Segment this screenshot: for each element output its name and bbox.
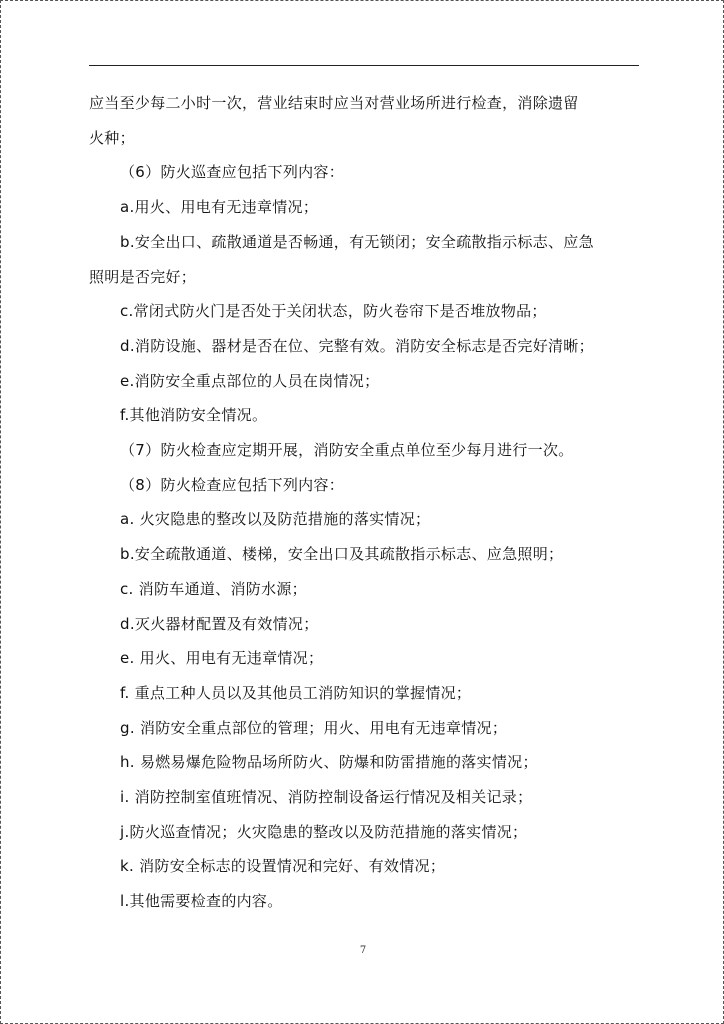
page-number: 7 <box>359 945 367 956</box>
list-item: k. 消防安全标志的设置情况和完好、有效情况； <box>120 857 446 876</box>
list-item: l.其他需要检查的内容。 <box>120 892 283 911</box>
text-line: 应当至少每二小时一次，营业结束时应当对营业场所进行检查，消除遗留 <box>89 94 579 112</box>
list-item: g. 消防安全重点部位的管理；用火、用电有无违章情况； <box>120 718 508 737</box>
section-heading: （8）防火检查应包括下列内容： <box>120 475 345 494</box>
document-body <box>89 86 644 919</box>
section-heading: （6）防火巡查应包括下列内容： <box>120 163 345 182</box>
list-item: e. 用火、用电有无违章情况； <box>120 649 324 668</box>
list-item: j.防火巡查情况；火灾隐患的整改以及防范措施的落实情况； <box>120 822 528 841</box>
list-item: a. 火灾隐患的整改以及防范措施的落实情况； <box>120 510 431 529</box>
list-item: b.安全疏散通道、楼梯，安全出口及其疏散指示标志、应急照明； <box>120 545 564 564</box>
text-line: 火种； <box>89 128 135 147</box>
list-item: a.用火、用电有无违章情况； <box>120 198 319 217</box>
list-item: d.消防设施、器材是否在位、完整有效。消防安全标志是否完好清晰； <box>120 336 594 355</box>
list-item: e.消防安全重点部位的人员在岗情况； <box>120 371 380 390</box>
list-item: f. 重点工种人员以及其他员工消防知识的掌握情况； <box>120 683 472 702</box>
list-item: h. 易燃易爆危险物品场所防火、防爆和防雷措施的落实情况； <box>120 753 538 772</box>
header-rule <box>89 65 639 66</box>
list-item: d.灭火器材配置及有效情况； <box>120 614 319 633</box>
list-item: b.安全出口、疏散通道是否畅通，有无锁闭；安全疏散指示标志、应急 <box>120 232 594 251</box>
list-item: c.常闭式防火门是否处于关闭状态，防火卷帘下是否堆放物品； <box>120 302 547 321</box>
section-heading: （7）防火检查应定期开展，消防安全重点单位至少每月进行一次。 <box>120 441 574 460</box>
list-item: f.其他消防安全情况。 <box>120 406 268 425</box>
list-item: i. 消防控制室值班情况、消防控制设备运行情况及相关记录； <box>120 788 533 807</box>
list-item: c. 消防车通道、消防水源； <box>120 579 307 598</box>
text-line: 照明是否完好； <box>89 267 197 286</box>
